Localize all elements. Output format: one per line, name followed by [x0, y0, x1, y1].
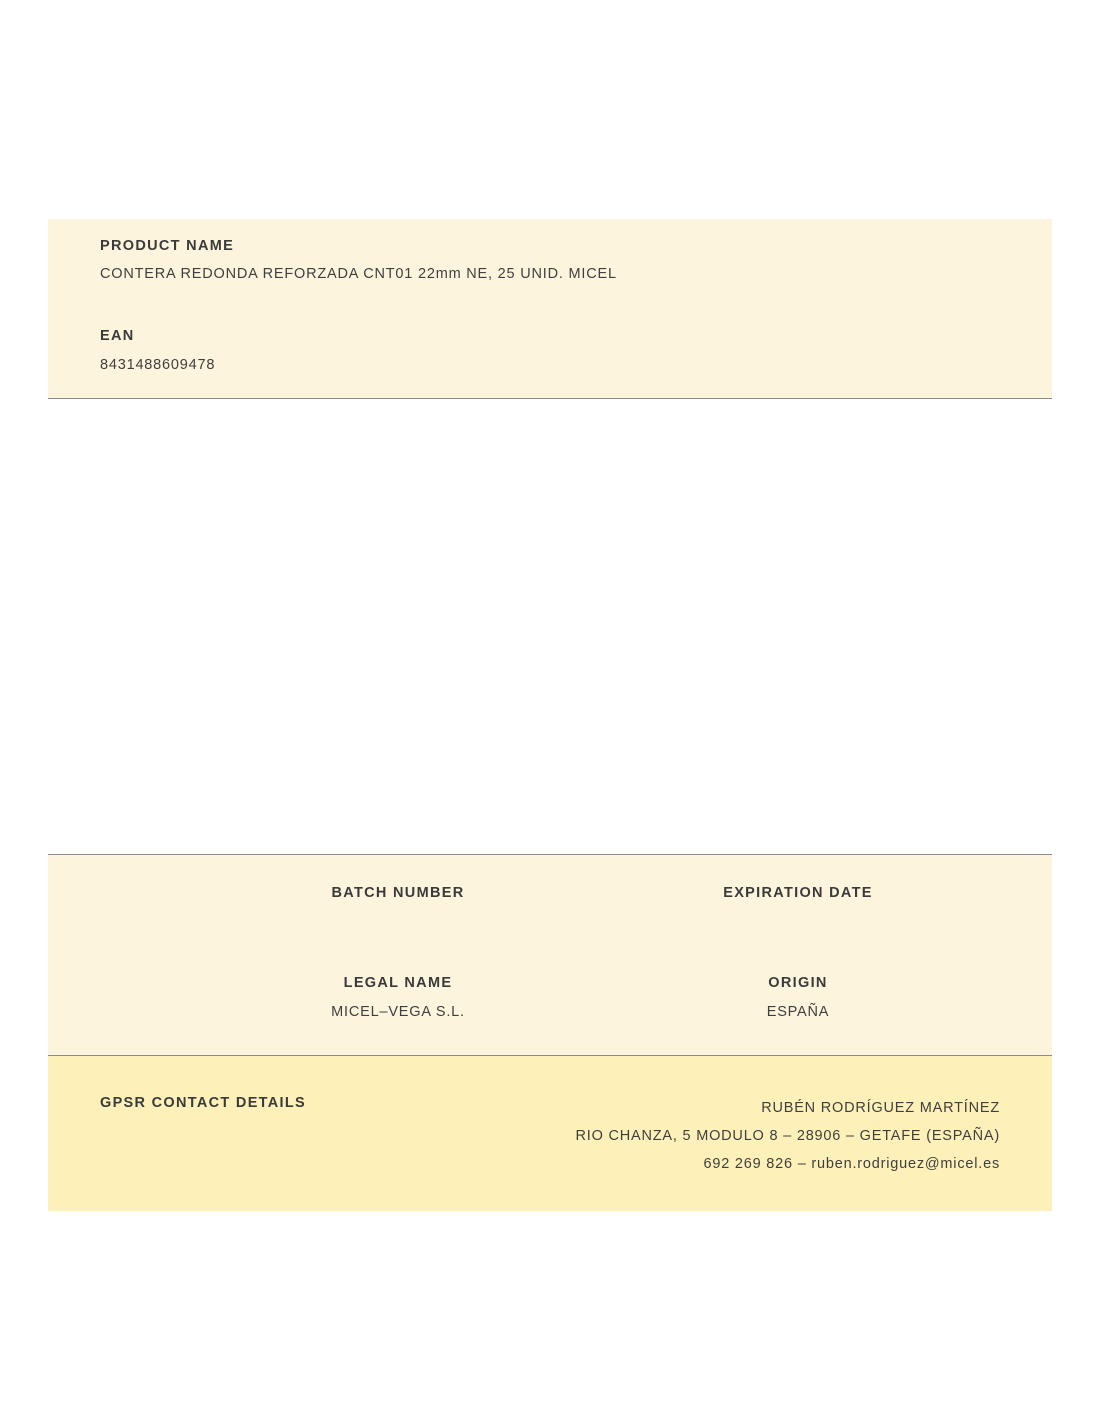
gpsr-contact-label: GPSR CONTACT DETAILS: [100, 1095, 307, 1111]
gpsr-contact-block: [48, 1056, 1052, 1211]
origin-value: ESPAÑA: [766, 1004, 830, 1020]
gpsr-contact-address: RIO CHANZA, 5 MODULO 8 – 28906 – GETAFE (ESPAÑA): [575, 1128, 1000, 1144]
blank-content-area: [48, 399, 1052, 854]
product-name-value: CONTERA REDONDA REFORZADA CNT01 22mm NE, 25 UNID. MICEL: [100, 266, 617, 282]
gpsr-contact-details: [575, 1094, 1000, 1178]
ean-label: EAN: [100, 328, 135, 344]
legal-name-label: LEGAL NAME: [343, 975, 453, 991]
ean-value: 8431488609478: [100, 357, 216, 373]
origin-label: ORIGIN: [768, 975, 828, 991]
batch-number-label: BATCH NUMBER: [331, 885, 465, 901]
expiration-date-label: EXPIRATION DATE: [723, 885, 873, 901]
gpsr-contact-name: RUBÉN RODRÍGUEZ MARTÍNEZ: [761, 1100, 1000, 1116]
gpsr-contact-phone-email: 692 269 826 – ruben.rodriguez@micel.es: [703, 1156, 1000, 1172]
product-info-block: [48, 219, 1052, 399]
batch-legal-block: [48, 854, 1052, 1056]
product-name-label: PRODUCT NAME: [100, 238, 235, 254]
legal-name-value: MICEL–VEGA S.L.: [331, 1004, 465, 1020]
